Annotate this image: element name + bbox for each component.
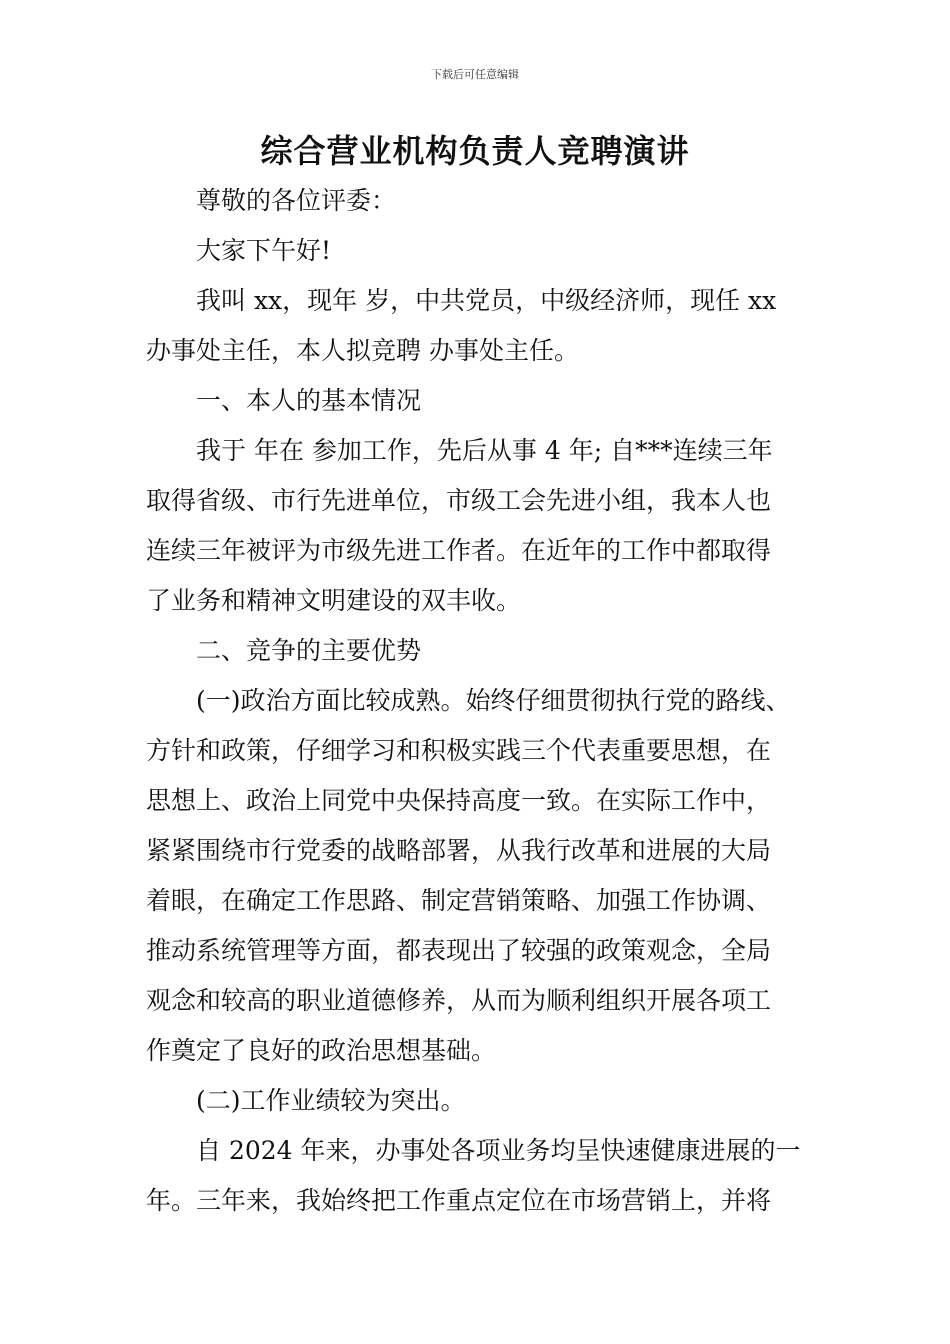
section-heading-1: 一、本人的基本情况 — [196, 386, 422, 415]
intro-line-1: 我叫 xx，现年 岁，中共党员，中级经济师，现任 xx — [196, 286, 777, 315]
section-heading-2: 二、竞争的主要优势 — [196, 636, 422, 665]
document-body — [146, 176, 806, 1226]
political-line-7: 观念和较高的职业道德修养，从而为顺利组织开展各项工 — [146, 986, 772, 1015]
header-note: 下载后可任意编辑 — [431, 68, 519, 81]
basic-info-line-1: 我于 年在 参加工作，先后从事 4 年; 自***连续三年 — [196, 436, 773, 465]
political-line-6: 推动系统管理等方面，都表现出了较强的政策观念，全局 — [146, 936, 772, 965]
performance-line-2: 年。三年来，我始终把工作重点定位在市场营销上，并将 — [146, 1186, 772, 1215]
political-line-1: (一)政治方面比较成熟。始终仔细贯彻执行党的路线、 — [196, 686, 791, 715]
political-line-3: 思想上、政治上同党中央保持高度一致。在实际工作中， — [146, 786, 772, 815]
political-line-4: 紧紧围绕市行党委的战略部署，从我行改革和进展的大局 — [146, 836, 772, 865]
intro-line-2: 办事处主任，本人拟竞聘 办事处主任。 — [146, 336, 579, 365]
greeting: 大家下午好! — [196, 236, 332, 265]
political-line-5: 着眼，在确定工作思路、制定营销策略、加强工作协调、 — [146, 886, 772, 915]
political-line-2: 方针和政策，仔细学习和积极实践三个代表重要思想，在 — [146, 736, 772, 765]
performance-line-1: 自 2024 年来，办事处各项业务均呈快速健康进展的一 — [196, 1136, 801, 1165]
political-line-8: 作奠定了良好的政治思想基础。 — [146, 1036, 497, 1065]
performance-heading: (二)工作业绩较为突出。 — [196, 1086, 466, 1115]
basic-info-line-3: 连续三年被评为市级先进工作者。在近年的工作中都取得 — [146, 536, 772, 565]
basic-info-line-4: 了业务和精神文明建设的双丰收。 — [146, 586, 522, 615]
salutation: 尊敬的各位评委： — [196, 186, 397, 215]
document-title: 综合营业机构负责人竞聘演讲 — [260, 132, 690, 170]
basic-info-line-2: 取得省级、市行先进单位，市级工会先进小组，我本人也 — [146, 486, 772, 515]
